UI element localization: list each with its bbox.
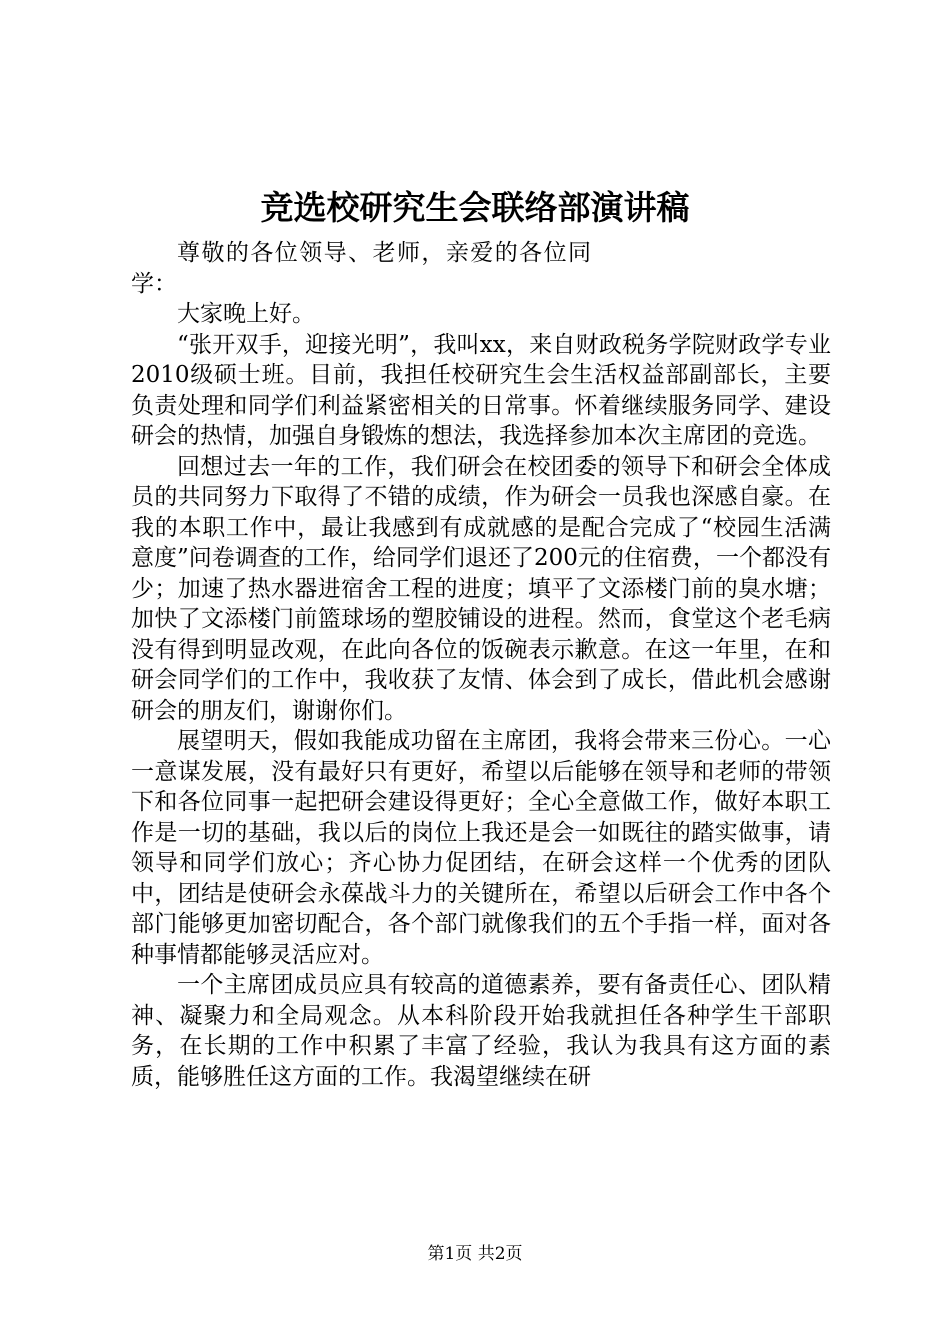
document-title: 竞选校研究生会联络部演讲稿 bbox=[260, 188, 690, 227]
body-paragraph: “张开双手，迎接光明”，我叫xx，来自财政税务学院财政学专业2010级硕士班。目前，我担任校研究生会生活权益部副部长，主要负责处理和同学们利益紧密相关的日常事。怀着继续服务同学、建设研会的热情，加强自身锻炼的想法，我选择参加本次主席团的竞选。 bbox=[131, 331, 831, 449]
greeting-paragraph: 大家晚上好。 bbox=[177, 301, 315, 327]
body-paragraph: 展望明天，假如我能成功留在主席团，我将会带来三份心。一心一意谋发展，没有最好只有更好，希望以后能够在领导和老师的带领下和各位同事一起把研会建设得更好；全心全意做工作，做好本职工作是一切的基础，我以后的岗位上我还是会一如既往的踏实做事，请领导和同学们放心；齐心协力促团结，在研会这样一个优秀的团队中，团结是使研会永葆战斗力的关键所在，希望以后研会工作中各个部门能够更加密切配合，各个部门就像我们的五个手指一样，面对各种事情都能够灵活应对。 bbox=[131, 728, 831, 968]
body-paragraph: 一个主席团成员应具有较高的道德素养，要有备责任心、团队精神、凝聚力和全局观念。从本科阶段开始我就担任各种学生干部职务，在长期的工作中积累了丰富了经验，我认为我具有这方面的素质，能够胜任这方面的工作。我渴望继续在研 bbox=[131, 972, 831, 1090]
body-paragraph: 回想过去一年的工作，我们研会在校团委的领导下和研会全体成员的共同努力下取得了不错的成绩，作为研会一员我也深感自豪。在我的本职工作中，最让我感到有成就感的是配合完成了“校园生活满意度”问卷调查的工作，给同学们退还了200元的住宿费，一个都没有少；加速了热水器进宿舍工程的进度；填平了文添楼门前的臭水塘；加快了文添楼门前篮球场的塑胶铺设的进程。然而，食堂这个老毛病没有得到明显改观，在此向各位的饭碗表示歉意。在这一年里，在和研会同学们的工作中，我收获了友情、体会到了成长，借此机会感谢研会的朋友们，谢谢你们。 bbox=[131, 453, 831, 724]
page-number-footer: 第1页 共2页 bbox=[427, 1244, 523, 1264]
salutation-paragraph: 尊敬的各位领导、老师，亲爱的各位同学： bbox=[131, 240, 591, 297]
document-body bbox=[131, 238, 831, 1092]
